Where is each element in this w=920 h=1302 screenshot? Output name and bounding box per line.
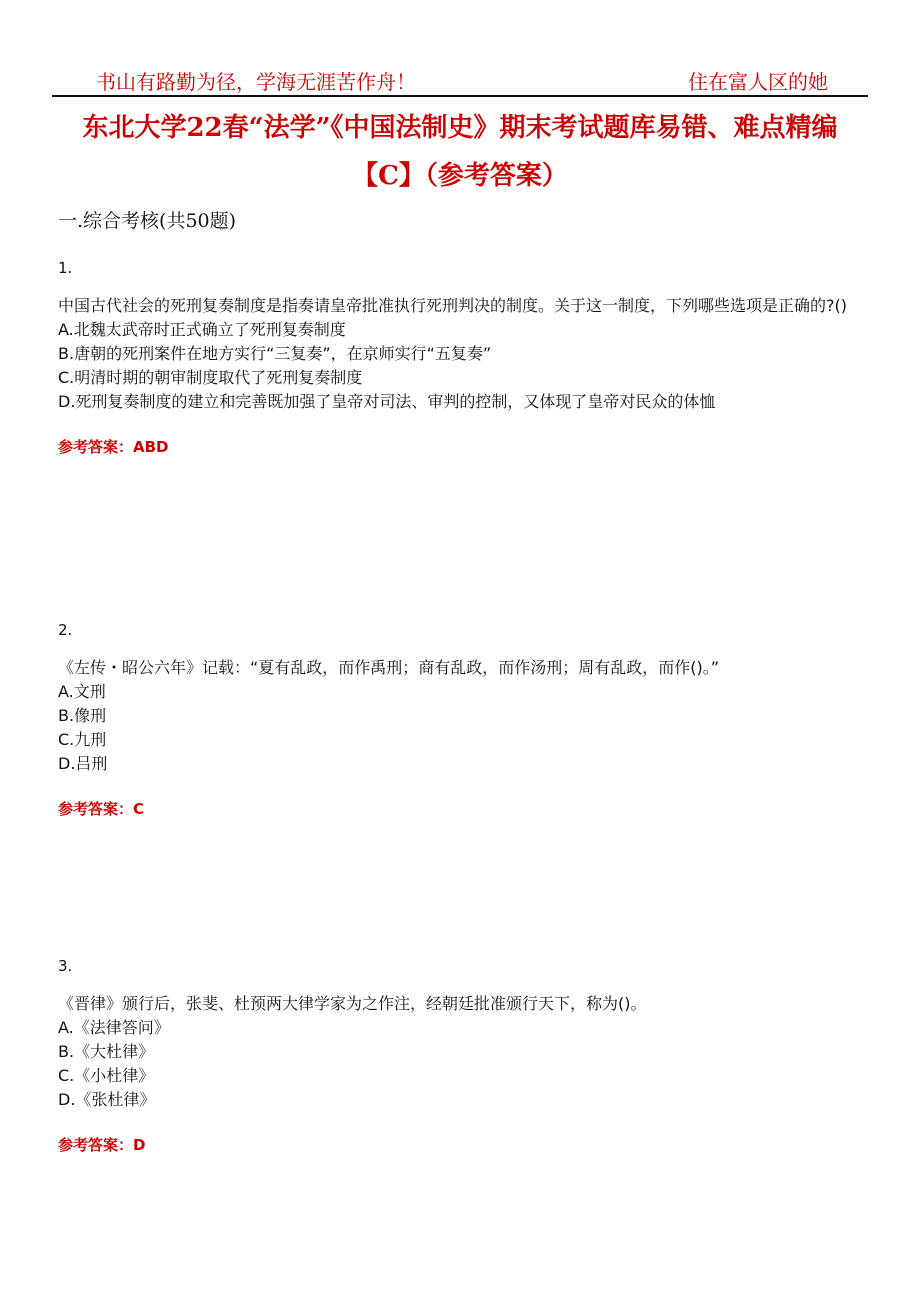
answer-value: D xyxy=(133,1136,146,1154)
option-c: C.明清时期的朝审制度取代了死刑复奏制度 xyxy=(58,368,363,387)
question-stem: 中国古代社会的死刑复奏制度是指奏请皇帝批准执行死刑判决的制度。关于这一制度，下列哪些选项是正确的?() xyxy=(58,296,847,315)
header-divider xyxy=(52,95,868,97)
answer-label: 参考答案： xyxy=(58,800,134,818)
question-stem: 《晋律》颁行后，张斐、杜预两大律学家为之作注，经朝廷批准颁行天下，称为()。 xyxy=(58,994,647,1013)
page-header xyxy=(52,66,868,94)
reference-answer xyxy=(58,798,870,819)
reference-answer xyxy=(58,436,870,457)
question-3 xyxy=(58,956,870,1155)
option-c: C.《小杜律》 xyxy=(58,1066,155,1085)
answer-label: 参考答案： xyxy=(58,438,134,456)
header-author: 住在富人区的她 xyxy=(688,70,828,94)
answer-label: 参考答案： xyxy=(58,1136,134,1154)
option-d: D.死刑复奏制度的建立和完善既加强了皇帝对司法、审判的控制，又体现了皇帝对民众的体恤 xyxy=(58,392,716,411)
question-number: 3. xyxy=(58,957,73,975)
header-motto: 书山有路勤为径，学海无涯苦作舟！ xyxy=(96,70,416,94)
question-number: 2. xyxy=(58,621,73,639)
option-d: D.《张杜律》 xyxy=(58,1090,156,1109)
question-1 xyxy=(58,258,870,457)
option-a: A.北魏太武帝时正式确立了死刑复奏制度 xyxy=(58,320,346,339)
reference-answer xyxy=(58,1134,870,1155)
option-b: B.《大杜律》 xyxy=(58,1042,155,1061)
question-number: 1. xyxy=(58,259,73,277)
option-a: A.文刑 xyxy=(58,682,106,701)
option-c: C.九刑 xyxy=(58,730,107,749)
answer-value: C xyxy=(133,800,145,818)
question-stem: 《左传・昭公六年》记载：“夏有乱政，而作禹刑；商有乱政，而作汤刑；周有乱政，而作()。” xyxy=(58,658,720,677)
question-2 xyxy=(58,620,870,819)
document-title: 东北大学22春“法学”《中国法制史》期末考试题库易错、难点精编【C】（参考答案） xyxy=(82,113,838,191)
answer-value: ABD xyxy=(133,438,169,456)
option-b: B.像刑 xyxy=(58,706,107,725)
section-heading: 一.综合考核(共50题) xyxy=(58,210,237,232)
option-d: D.吕刑 xyxy=(58,754,108,773)
option-a: A.《法律答问》 xyxy=(58,1018,170,1037)
option-b: B.唐朝的死刑案件在地方实行“三复奏”，在京师实行“五复奏” xyxy=(58,344,492,363)
